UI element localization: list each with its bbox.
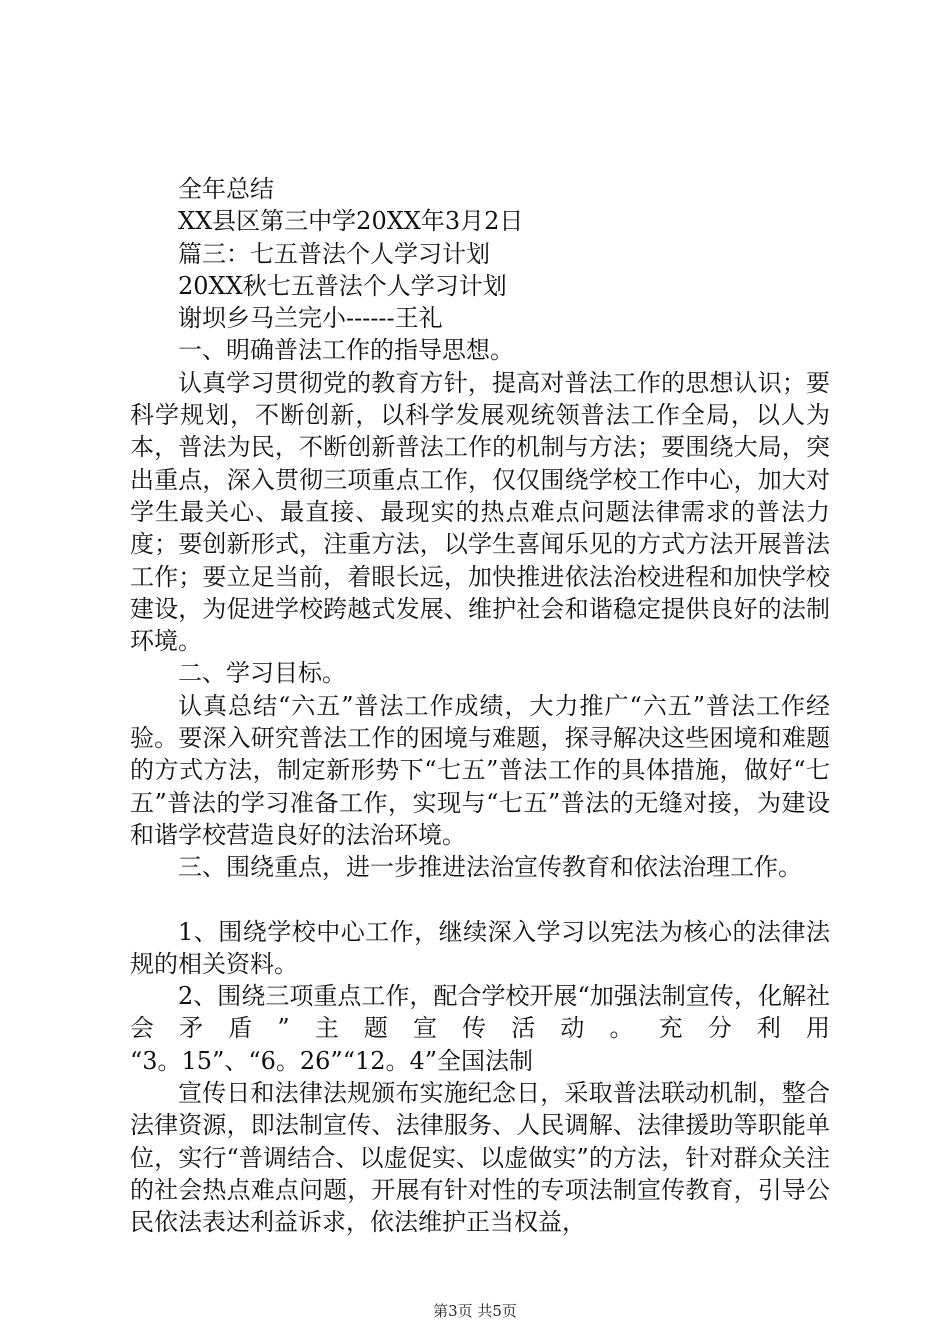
author-line: 谢坝乡马兰完小------王礼	[178, 304, 443, 333]
page-footer: 第3页 共5页	[433, 1302, 517, 1320]
paragraph-4-end: “3。15”、“6。26”“12。4”全国法制	[130, 1046, 534, 1075]
paragraph-4: 2、围绕三项重点工作，配合学校开展“加强法制宣传，化解社会矛盾”主题宣传活动。充分利用	[130, 982, 830, 1043]
text-line: 全年总结	[178, 175, 274, 203]
section-heading-2: 二、学习目标。	[178, 659, 346, 688]
section-heading-3: 三、围绕重点，进一步推进法治宣传教育和依法治理工作。	[178, 853, 802, 882]
document-body	[130, 173, 830, 1239]
section-heading-1: 一、明确普法工作的指导思想。	[178, 336, 514, 365]
blank-line	[130, 884, 830, 916]
paragraph-2: 认真总结“六五”普法工作成绩，大力推广“六五”普法工作经验。要深入研究普法工作的困境与难题，探寻解决这些困境和难题的方式方法，制定新形势下“七五”普法工作的具体措施，做好“七五”普法的学习准备工作，实现与“七五”普法的无缝对接，为建设和谐学校营造良好的法治环境。	[130, 691, 830, 849]
paragraph-5: 宣传日和法律法规颁布实施纪念日，采取普法联动机制，整合法律资源，即法制宣传、法律服务、人民调解、法律援助等职能单位，实行“普调结合、以虚促实、以虚做实”的方法，针对群众关注的社会热点难点问题，开展有针对性的专项法制宣传教育，引导公民依法表达利益诉求，依法维护正当权益，	[130, 1079, 830, 1237]
school-date-line: XX县区第三中学20XX年3月2日	[178, 207, 524, 236]
chapter-title: 篇三：七五普法个人学习计划	[178, 239, 490, 268]
plan-title: 20XX秋七五普法个人学习计划	[178, 271, 507, 300]
paragraph-3: 1、围绕学校中心工作，继续深入学习以宪法为核心的法律法规的相关资料。	[130, 917, 830, 978]
paragraph-1: 认真学习贯彻党的教育方针，提高对普法工作的思想认识；要科学规划，不断创新，以科学发展观统领普法工作全局，以人为本，普法为民，不断创新普法工作的机制与方法；要围绕大局，突出重点，深入贯彻三项重点工作，仅仅围绕学校工作中心，加大对学生最关心、最直接、最现实的热点难点问题法律需求的普法力度；要创新形式，注重方法，以学生喜闻乐见的方式方法开展普法工作；要立足当前，着眼长远，加快推进依法治校进程和加快学校建设，为促进学校跨越式发展、维护社会和谐稳定提供良好的法制环境。	[130, 368, 830, 656]
